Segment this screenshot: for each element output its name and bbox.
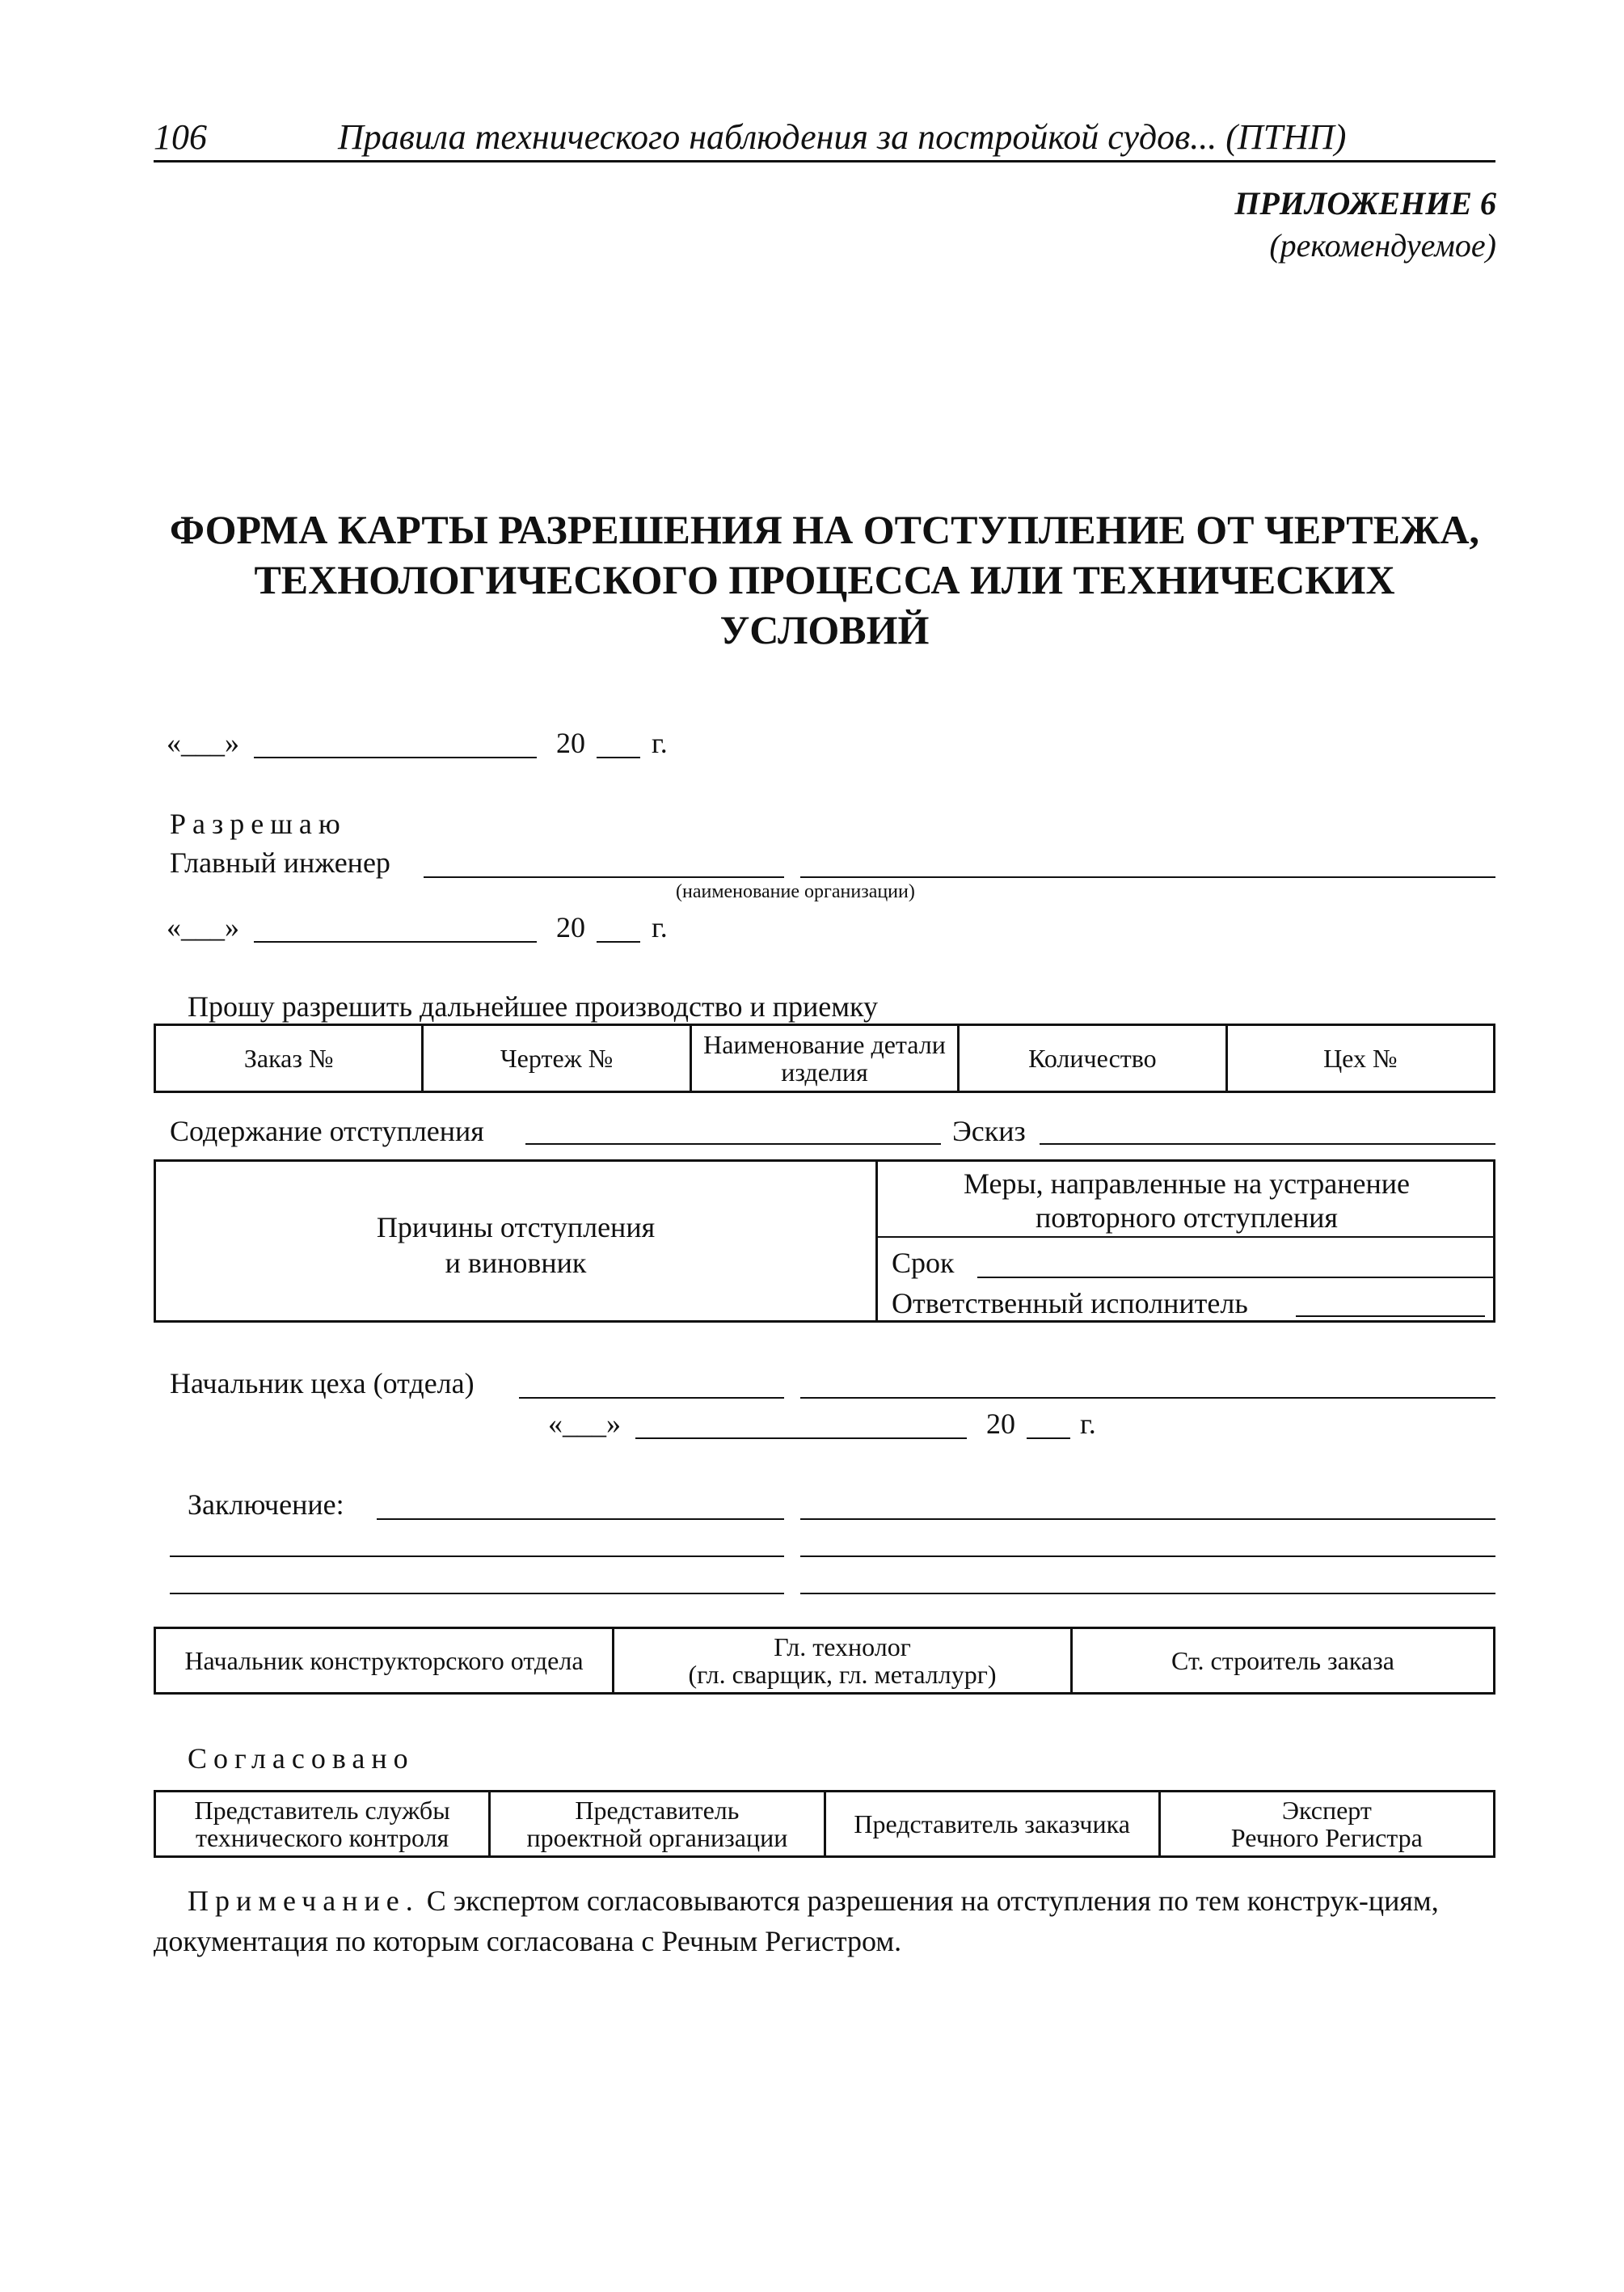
col-part-name: Наименование детали изделия — [690, 1025, 958, 1092]
deviation-content-label: Содержание отступления — [170, 1115, 484, 1147]
conclusion-label: Заключение: — [188, 1488, 344, 1521]
approval-heading: Разрешаю — [170, 808, 347, 840]
agreed-heading: Согласовано — [188, 1742, 415, 1775]
agreed-tech-control-line1: Представитель службы — [194, 1796, 450, 1825]
agreed-expert-line1: Эксперт — [1281, 1796, 1372, 1825]
agreed-expert-line2: Речного Регистра — [1230, 1823, 1423, 1852]
date-suffix-2: г. — [652, 911, 668, 943]
date-open-2: «___» — [167, 911, 239, 943]
date-month-field-2[interactable] — [254, 941, 537, 943]
head-of-shop-signature-field[interactable] — [519, 1397, 784, 1399]
deadline-label: Срок — [892, 1247, 955, 1279]
signatures-table — [154, 1627, 1495, 1695]
form-title-line2: ТЕХНОЛОГИЧЕСКОГО ПРОЦЕССА ИЛИ ТЕХНИЧЕСКИХ УСЛОВИЙ — [254, 557, 1395, 652]
agreed-tech-control — [155, 1792, 490, 1857]
organization-name-field[interactable] — [800, 876, 1495, 878]
appendix-note: (рекомендуемое) — [1269, 227, 1496, 264]
deadline-field[interactable] — [977, 1277, 1493, 1278]
date-year-1: 20 — [556, 727, 585, 759]
agreed-design-org — [490, 1792, 825, 1857]
running-title: Правила технического наблюдения за постройкой судов... (ПТНП) — [338, 117, 1347, 157]
conclusion-field-1a[interactable] — [377, 1518, 784, 1520]
chief-engineer-label: Главный инженер — [170, 846, 390, 879]
measures-divider — [875, 1236, 1493, 1238]
measures-line1: Меры, направленные на устранение — [963, 1167, 1410, 1200]
agreed-design-org-line2: проектной организации — [526, 1823, 788, 1852]
conclusion-field-2a[interactable] — [170, 1555, 784, 1557]
sketch-field[interactable] — [1040, 1143, 1495, 1145]
responsible-field[interactable] — [1296, 1315, 1485, 1317]
sig-chief-technologist-line2: (гл. сварщик, гл. металлург) — [688, 1660, 997, 1689]
date-open-3: «___» — [548, 1408, 621, 1440]
measures-line2: повторного отступления — [1036, 1201, 1338, 1234]
col-order-number: Заказ № — [155, 1025, 423, 1092]
footnote-text: С экспертом согласовываются разрешения на отступления по тем конструк-циям, документация по которым согласована с Речным Регистром. — [154, 1885, 1439, 1957]
footnote-label: Примечание. — [188, 1885, 420, 1917]
form-title — [154, 504, 1495, 655]
col-quantity: Количество — [959, 1025, 1226, 1092]
responsible-label: Ответственный исполнитель — [892, 1287, 1248, 1319]
agreed-expert — [1159, 1792, 1494, 1857]
col-shop-number: Цех № — [1226, 1025, 1494, 1092]
date-year-field-3[interactable] — [1027, 1437, 1070, 1439]
head-of-shop-label: Начальник цеха (отдела) — [170, 1367, 475, 1399]
sig-senior-builder: Ст. строитель заказа — [1072, 1628, 1495, 1694]
header-rule — [154, 160, 1495, 163]
conclusion-field-2b[interactable] — [800, 1555, 1495, 1557]
date-open-1: «___» — [167, 727, 239, 759]
request-table — [154, 1024, 1495, 1093]
date-year-field-1[interactable] — [597, 757, 640, 758]
date-month-field-3[interactable] — [635, 1437, 967, 1439]
reasons-table — [154, 1159, 1495, 1323]
page-number: 106 — [154, 117, 207, 157]
form-title-line1: ФОРМА КАРТЫ РАЗРЕШЕНИЯ НА ОТСТУПЛЕНИЕ ОТ ЧЕРТЕЖА, — [170, 507, 1479, 552]
col-drawing-number: Чертеж № — [423, 1025, 690, 1092]
reasons-left-line1: Причины отступления — [376, 1211, 656, 1243]
chief-engineer-signature-field[interactable] — [424, 876, 784, 878]
appendix-label: ПРИЛОЖЕНИЕ 6 — [1234, 185, 1496, 222]
footnote — [154, 1880, 1495, 1961]
organization-caption: (наименование организации) — [676, 881, 915, 902]
agreed-tech-control-line2: технического контроля — [196, 1823, 449, 1852]
date-month-field-1[interactable] — [254, 757, 537, 758]
date-suffix-3: г. — [1080, 1408, 1096, 1440]
date-year-3: 20 — [986, 1408, 1015, 1440]
date-suffix-1: г. — [652, 727, 668, 759]
deviation-content-field[interactable] — [525, 1143, 941, 1145]
agreed-table — [154, 1790, 1495, 1858]
head-of-shop-name-field[interactable] — [800, 1397, 1495, 1399]
sig-design-head: Начальник конструкторского отдела — [155, 1628, 614, 1694]
agreed-customer: Представитель заказчика — [825, 1792, 1159, 1857]
conclusion-field-1b[interactable] — [800, 1518, 1495, 1520]
date-year-2: 20 — [556, 911, 585, 943]
agreed-design-org-line1: Представитель — [575, 1796, 740, 1825]
conclusion-field-3b[interactable] — [800, 1593, 1495, 1594]
conclusion-field-3a[interactable] — [170, 1593, 784, 1594]
date-year-field-2[interactable] — [597, 941, 640, 943]
sketch-label: Эскиз — [952, 1115, 1026, 1147]
sig-chief-technologist — [614, 1628, 1072, 1694]
sig-chief-technologist-line1: Гл. технолог — [774, 1632, 911, 1661]
reasons-left-line2: и виновник — [445, 1247, 587, 1279]
request-text: Прошу разрешить дальнейшее производство и приемку — [188, 990, 878, 1023]
